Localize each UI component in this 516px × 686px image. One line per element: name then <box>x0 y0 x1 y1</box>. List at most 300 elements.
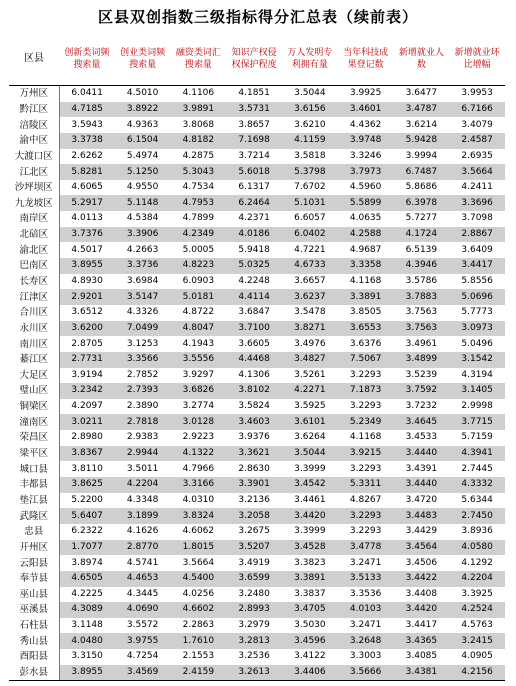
table-row <box>9 508 505 524</box>
row-score-cell: 3.8625 <box>59 477 115 493</box>
row-score-cell: 3.4961 <box>405 338 438 349</box>
row-score-cell: 4.0256 <box>182 588 215 599</box>
row-score-cell: 3.6200 <box>59 321 115 337</box>
row-score-cell: 4.1724 <box>394 227 450 243</box>
row-region-name: 秀山县 <box>9 633 59 649</box>
row-score-cell: 3.2471 <box>349 557 382 568</box>
row-score-cell: 4.5960 <box>349 182 382 193</box>
row-score-cell: 4.4653 <box>115 571 171 587</box>
table-row <box>9 321 505 337</box>
row-score-cell: 3.5664 <box>449 164 505 180</box>
row-score-cell: 4.5010 <box>126 88 159 99</box>
row-score-cell: 6.0903 <box>182 276 215 286</box>
row-score-cell: 3.5133 <box>338 571 394 587</box>
row-score-cell: 4.5741 <box>126 557 159 568</box>
table-row <box>9 649 505 665</box>
row-score-cell: 3.7100 <box>226 321 282 337</box>
row-score-cell: 7.5067 <box>338 352 394 368</box>
column-header: 创业类词频搜索量 <box>115 33 171 86</box>
table-row <box>9 180 505 196</box>
row-score-cell: 4.3089 <box>59 602 115 618</box>
table-row <box>9 117 505 133</box>
row-score-cell: 4.8047 <box>171 321 227 337</box>
row-score-cell: 3.3738 <box>59 133 115 149</box>
table-row <box>9 289 505 305</box>
row-score-cell: 3.8955 <box>59 665 115 681</box>
row-score-cell: 3.4603 <box>226 414 282 430</box>
row-region-name: 永川区 <box>9 321 59 337</box>
row-score-cell: 5.9418 <box>238 244 270 255</box>
row-score-cell: 3.4899 <box>394 352 450 368</box>
row-region-name: 渝北区 <box>9 242 59 258</box>
row-score-cell: 3.2293 <box>349 369 382 380</box>
row-score-cell: 4.6505 <box>59 571 115 587</box>
row-score-cell: 3.4440 <box>394 477 450 493</box>
row-score-cell: 4.2271 <box>282 383 338 399</box>
table-row <box>9 665 505 681</box>
row-score-cell: 3.5556 <box>171 352 227 368</box>
row-score-cell: 5.6018 <box>226 164 282 180</box>
row-score-cell: 3.6599 <box>226 571 282 587</box>
row-score-cell: 3.4705 <box>282 602 338 618</box>
row-score-cell: 3.4506 <box>405 557 438 568</box>
row-score-cell: 2.7731 <box>59 352 115 368</box>
row-region-name: 酉阳县 <box>9 649 59 665</box>
row-score-cell: 3.9953 <box>461 88 493 99</box>
row-score-cell: 2.7393 <box>115 383 171 399</box>
row-score-cell: 3.5824 <box>238 401 270 412</box>
row-region-name: 万州区 <box>9 86 59 102</box>
row-score-cell: 3.0211 <box>59 414 115 430</box>
table-row <box>9 493 505 509</box>
row-score-cell: 2.8770 <box>115 540 171 556</box>
row-score-cell: 7.1698 <box>226 133 282 149</box>
row-score-cell: 5.8281 <box>59 164 115 180</box>
row-score-cell: 3.7563 <box>394 321 450 337</box>
row-score-cell: 6.7487 <box>394 164 450 180</box>
row-score-cell: 2.9944 <box>115 446 171 462</box>
row-score-cell: 3.5731 <box>226 102 282 118</box>
row-score-cell: 3.4919 <box>238 557 270 568</box>
row-score-cell: 3.1253 <box>126 338 159 349</box>
table-row <box>9 258 505 274</box>
row-score-cell: 6.3978 <box>394 195 450 211</box>
row-score-cell: 4.6062 <box>182 526 215 537</box>
row-score-cell: 7.1873 <box>338 383 394 399</box>
row-score-cell: 4.6602 <box>171 602 227 618</box>
row-score-cell: 3.4085 <box>405 651 438 662</box>
row-score-cell: 5.7773 <box>461 307 493 318</box>
row-score-cell: 3.3906 <box>115 227 171 243</box>
row-score-cell: 3.2979 <box>238 620 270 631</box>
row-region-name: 梁平区 <box>9 446 59 462</box>
row-score-cell: 4.5017 <box>71 244 103 255</box>
row-region-name: 荣昌区 <box>9 430 59 446</box>
row-score-cell: 6.1317 <box>238 182 270 193</box>
row-score-cell: 3.3696 <box>449 195 505 211</box>
table-row <box>9 133 505 149</box>
row-score-cell: 3.3003 <box>349 651 382 662</box>
table-row <box>9 195 505 211</box>
row-score-cell: 4.2248 <box>238 276 270 286</box>
row-score-cell: 4.8930 <box>71 276 103 286</box>
row-region-name: 石柱县 <box>9 618 59 634</box>
table-body <box>9 86 505 681</box>
row-score-cell: 4.9550 <box>126 182 159 193</box>
row-score-cell: 2.8867 <box>449 227 505 243</box>
row-score-cell: 4.0690 <box>115 602 171 618</box>
row-score-cell: 3.3823 <box>294 557 326 568</box>
table-row <box>9 446 505 462</box>
row-score-cell: 4.4114 <box>226 289 282 305</box>
row-score-cell: 4.1626 <box>126 526 159 537</box>
row-score-cell: 4.0186 <box>226 227 282 243</box>
row-region-name: 大足区 <box>9 368 59 384</box>
table-row <box>9 305 505 321</box>
row-score-cell: 4.2371 <box>238 213 270 224</box>
row-score-cell: 3.4365 <box>394 633 450 649</box>
row-score-cell: 3.4122 <box>294 651 326 662</box>
row-region-name: 铜梁区 <box>9 399 59 415</box>
row-score-cell: 3.6477 <box>405 88 438 99</box>
row-region-name: 南川区 <box>9 336 59 352</box>
row-region-name: 江北区 <box>9 164 59 180</box>
row-score-cell: 4.8267 <box>349 494 382 505</box>
row-score-cell: 4.7185 <box>59 102 115 118</box>
row-score-cell: 3.3621 <box>226 446 282 462</box>
row-score-cell: 4.5384 <box>126 213 159 224</box>
row-score-cell: 3.8324 <box>171 508 227 524</box>
row-score-cell: 3.9297 <box>182 369 215 380</box>
row-score-cell: 4.5763 <box>461 620 493 631</box>
row-score-cell: 4.9363 <box>126 119 159 130</box>
row-score-cell: 5.2917 <box>59 195 115 211</box>
row-score-cell: 4.1168 <box>349 276 382 286</box>
row-score-cell: 3.8936 <box>461 526 493 537</box>
row-score-cell: 4.2156 <box>449 665 505 681</box>
row-region-name: 长寿区 <box>9 274 59 290</box>
row-region-name: 奉节县 <box>9 571 59 587</box>
row-score-cell: 3.0973 <box>449 321 505 337</box>
row-region-name: 巫溪县 <box>9 602 59 618</box>
row-region-name: 潼南区 <box>9 414 59 430</box>
row-score-cell: 6.7166 <box>449 102 505 118</box>
row-score-cell: 2.3890 <box>126 401 159 412</box>
row-score-cell: 3.4483 <box>394 508 450 524</box>
row-score-cell: 3.4408 <box>405 588 438 599</box>
row-score-cell: 3.5044 <box>294 88 326 99</box>
row-score-cell: 3.5044 <box>282 446 338 462</box>
row-score-cell: 4.4468 <box>226 352 282 368</box>
row-score-cell: 5.5899 <box>338 195 394 211</box>
row-score-cell: 2.9998 <box>461 401 493 412</box>
row-score-cell: 3.4976 <box>294 338 326 349</box>
row-score-cell: 4.3326 <box>126 307 159 318</box>
row-score-cell: 3.9376 <box>238 432 270 443</box>
row-score-cell: 2.6262 <box>71 150 103 161</box>
row-score-cell: 6.0402 <box>282 227 338 243</box>
row-score-cell: 3.6553 <box>338 321 394 337</box>
row-region-name: 巴南区 <box>9 258 59 274</box>
row-score-cell: 4.0635 <box>349 213 382 224</box>
row-score-cell: 3.6847 <box>238 307 270 318</box>
row-score-cell: 7.0499 <box>115 321 171 337</box>
row-score-cell: 3.4827 <box>282 352 338 368</box>
table-row <box>9 477 505 493</box>
row-region-name: 綦江区 <box>9 352 59 368</box>
row-score-cell: 5.6407 <box>59 508 115 524</box>
row-score-cell: 2.7445 <box>461 463 493 474</box>
row-region-name: 丰都县 <box>9 477 59 493</box>
row-score-cell: 4.3445 <box>126 588 159 599</box>
row-score-cell: 3.7376 <box>59 227 115 243</box>
row-score-cell: 3.1405 <box>449 383 505 399</box>
row-score-cell: 3.4542 <box>282 477 338 493</box>
row-score-cell: 4.2204 <box>449 571 505 587</box>
row-score-cell: 3.2648 <box>338 633 394 649</box>
row-score-cell: 3.4417 <box>449 258 505 274</box>
row-score-cell: 4.4362 <box>349 119 382 130</box>
row-score-cell: 4.0113 <box>71 213 103 224</box>
row-score-cell: 2.7852 <box>126 369 159 380</box>
row-score-cell: 3.5261 <box>294 369 326 380</box>
row-region-name: 彭水县 <box>9 665 59 681</box>
table-row <box>9 524 505 540</box>
row-region-name: 城口县 <box>9 461 59 477</box>
row-score-cell: 3.3837 <box>294 588 326 599</box>
table-row <box>9 602 505 618</box>
row-score-cell: 4.1322 <box>171 446 227 462</box>
table-row <box>9 211 505 227</box>
row-score-cell: 5.3311 <box>338 477 394 493</box>
row-score-cell: 4.2524 <box>449 602 505 618</box>
row-score-cell: 4.0310 <box>182 494 215 505</box>
table-row <box>9 633 505 649</box>
row-score-cell: 5.8556 <box>461 276 493 286</box>
row-score-cell: 3.6237 <box>282 289 338 305</box>
row-score-cell: 4.3348 <box>126 494 159 505</box>
row-score-cell: 3.2342 <box>59 383 115 399</box>
row-score-cell: 3.7232 <box>405 401 438 412</box>
row-score-cell: 2.8630 <box>238 463 270 474</box>
row-score-cell: 4.8722 <box>182 307 215 318</box>
table-row <box>9 540 505 556</box>
row-score-cell: 4.2225 <box>71 588 103 599</box>
row-score-cell: 3.5478 <box>294 307 326 318</box>
row-score-cell: 3.4645 <box>394 414 450 430</box>
row-score-cell: 3.4720 <box>405 494 438 505</box>
row-score-cell: 4.3946 <box>394 258 450 274</box>
row-score-cell: 3.5786 <box>405 276 438 286</box>
row-score-cell: 3.4778 <box>338 540 394 556</box>
table-header-row <box>9 33 505 86</box>
row-score-cell: 4.0103 <box>338 602 394 618</box>
row-score-cell: 3.4596 <box>282 633 338 649</box>
row-score-cell: 3.3891 <box>338 289 394 305</box>
table-row <box>9 164 505 180</box>
row-score-cell: 4.7534 <box>182 182 215 193</box>
row-region-name: 武隆区 <box>9 508 59 524</box>
row-score-cell: 3.5207 <box>226 540 282 556</box>
row-score-cell: 4.3332 <box>449 477 505 493</box>
row-score-cell: 2.9223 <box>182 432 215 443</box>
row-score-cell: 2.9201 <box>59 289 115 305</box>
row-score-cell: 3.6214 <box>405 119 438 130</box>
row-score-cell: 4.1168 <box>349 432 382 443</box>
row-score-cell: 3.4422 <box>394 571 450 587</box>
row-score-cell: 3.6101 <box>282 414 338 430</box>
row-score-cell: 3.4406 <box>282 665 338 681</box>
row-score-cell: 3.4533 <box>405 432 438 443</box>
row-score-cell: 3.4420 <box>394 602 450 618</box>
table-row <box>9 368 505 384</box>
row-score-cell: 4.0905 <box>461 651 493 662</box>
row-score-cell: 3.1899 <box>115 508 171 524</box>
row-score-cell: 3.1148 <box>71 620 103 631</box>
row-score-cell: 3.5666 <box>338 665 394 681</box>
row-score-cell: 2.1553 <box>182 651 215 662</box>
row-score-cell: 3.3925 <box>461 588 493 599</box>
table-row <box>9 430 505 446</box>
row-region-name: 北碚区 <box>9 227 59 243</box>
row-score-cell: 3.9755 <box>115 633 171 649</box>
row-score-cell: 2.4159 <box>171 665 227 681</box>
row-score-cell: 3.6984 <box>126 276 159 286</box>
row-score-cell: 3.4381 <box>394 665 450 681</box>
row-score-cell: 5.0696 <box>449 289 505 305</box>
row-score-cell: 3.5664 <box>182 557 215 568</box>
table-row <box>9 383 505 399</box>
row-score-cell: 3.8657 <box>238 119 270 130</box>
row-score-cell: 3.4569 <box>115 665 171 681</box>
row-score-cell: 3.2293 <box>338 508 394 524</box>
row-score-cell: 4.1943 <box>182 338 215 349</box>
row-score-cell: 3.6264 <box>294 432 326 443</box>
row-score-cell: 4.2588 <box>338 227 394 243</box>
column-header: 创新类词频搜索量 <box>59 33 115 86</box>
row-score-cell: 3.2813 <box>226 633 282 649</box>
row-score-cell: 3.9891 <box>171 102 227 118</box>
row-score-cell: 3.4461 <box>294 494 326 505</box>
table-row <box>9 587 505 603</box>
row-score-cell: 3.2415 <box>449 633 505 649</box>
row-score-cell: 4.3941 <box>449 446 505 462</box>
row-score-cell: 5.2200 <box>71 494 103 505</box>
row-score-cell: 3.3566 <box>115 352 171 368</box>
row-score-cell: 3.9215 <box>338 446 394 462</box>
row-score-cell: 3.4528 <box>282 540 338 556</box>
row-score-cell: 4.7899 <box>182 213 215 224</box>
row-score-cell: 5.1250 <box>115 164 171 180</box>
row-score-cell: 3.6409 <box>461 244 493 255</box>
table-row <box>9 227 505 243</box>
row-score-cell: 4.2663 <box>126 244 159 255</box>
row-score-cell: 3.8922 <box>115 102 171 118</box>
row-score-cell: 3.3246 <box>349 150 382 161</box>
row-score-cell: 4.2097 <box>71 401 103 412</box>
row-score-cell: 3.7883 <box>394 289 450 305</box>
row-score-cell: 4.2411 <box>461 182 493 193</box>
row-score-cell: 3.2293 <box>349 401 382 412</box>
row-score-cell: 3.3536 <box>349 588 382 599</box>
row-score-cell: 4.1106 <box>182 88 215 99</box>
row-score-cell: 3.4417 <box>405 620 438 631</box>
column-header: 新增就业环比增幅 <box>449 33 505 86</box>
row-score-cell: 3.7715 <box>449 414 505 430</box>
row-score-cell: 5.0181 <box>171 289 227 305</box>
row-score-cell: 4.1292 <box>461 557 493 568</box>
row-score-cell: 3.8505 <box>349 307 382 318</box>
row-score-cell: 3.7973 <box>338 164 394 180</box>
row-score-cell: 4.7966 <box>182 463 215 474</box>
table-row <box>9 102 505 118</box>
row-score-cell: 2.8993 <box>226 602 282 618</box>
row-score-cell: 3.2774 <box>182 401 215 412</box>
row-score-cell: 4.1159 <box>282 133 338 149</box>
row-score-cell: 5.7277 <box>405 213 438 224</box>
row-score-cell: 5.8686 <box>405 182 438 193</box>
row-score-cell: 3.3736 <box>115 258 171 274</box>
column-header: 融资类词汇搜索量 <box>171 33 227 86</box>
row-score-cell: 3.2293 <box>349 463 382 474</box>
row-score-cell: 3.6826 <box>171 383 227 399</box>
table-row <box>9 555 505 571</box>
row-region-name: 垫江县 <box>9 493 59 509</box>
row-score-cell: 4.2204 <box>115 477 171 493</box>
row-score-cell: 3.8102 <box>226 383 282 399</box>
table-row <box>9 352 505 368</box>
row-score-cell: 3.2675 <box>238 526 270 537</box>
row-region-name: 九龙坡区 <box>9 195 59 211</box>
row-score-cell: 3.4787 <box>394 102 450 118</box>
row-score-cell: 4.7953 <box>171 195 227 211</box>
row-region-name: 南岸区 <box>9 211 59 227</box>
row-score-cell: 4.8182 <box>171 133 227 149</box>
row-score-cell: 5.3798 <box>282 164 338 180</box>
row-score-cell: 3.9194 <box>71 369 103 380</box>
row-score-cell: 3.7214 <box>238 150 270 161</box>
row-score-cell: 3.6605 <box>238 338 270 349</box>
row-score-cell: 3.3999 <box>294 463 326 474</box>
row-score-cell: 2.2863 <box>182 620 215 631</box>
table-row <box>9 336 505 352</box>
table-row <box>9 414 505 430</box>
row-score-cell: 4.1851 <box>238 88 270 99</box>
table-row <box>9 618 505 634</box>
row-score-cell: 5.0496 <box>461 338 493 349</box>
row-region-name: 开州区 <box>9 540 59 556</box>
column-header: 万人发明专利拥有量 <box>282 33 338 86</box>
row-score-cell: 2.7818 <box>115 414 171 430</box>
row-score-cell: 4.7254 <box>126 651 159 662</box>
row-score-cell: 3.6657 <box>294 276 326 286</box>
row-score-cell: 6.2464 <box>226 195 282 211</box>
row-score-cell: 4.2875 <box>182 150 215 161</box>
table-row <box>9 461 505 477</box>
row-score-cell: 5.0325 <box>226 258 282 274</box>
row-score-cell: 4.8223 <box>171 258 227 274</box>
row-score-cell: 2.6935 <box>461 150 493 161</box>
column-header: 知识产权侵权保护程度 <box>226 33 282 86</box>
row-score-cell: 3.1542 <box>449 352 505 368</box>
row-score-cell: 2.8705 <box>71 338 103 349</box>
row-score-cell: 3.5239 <box>405 369 438 380</box>
row-region-name: 忠县 <box>9 524 59 540</box>
row-score-cell: 4.3194 <box>461 369 493 380</box>
row-score-cell: 3.5943 <box>71 119 103 130</box>
row-score-cell: 3.9994 <box>405 150 438 161</box>
row-score-cell: 4.0480 <box>59 633 115 649</box>
